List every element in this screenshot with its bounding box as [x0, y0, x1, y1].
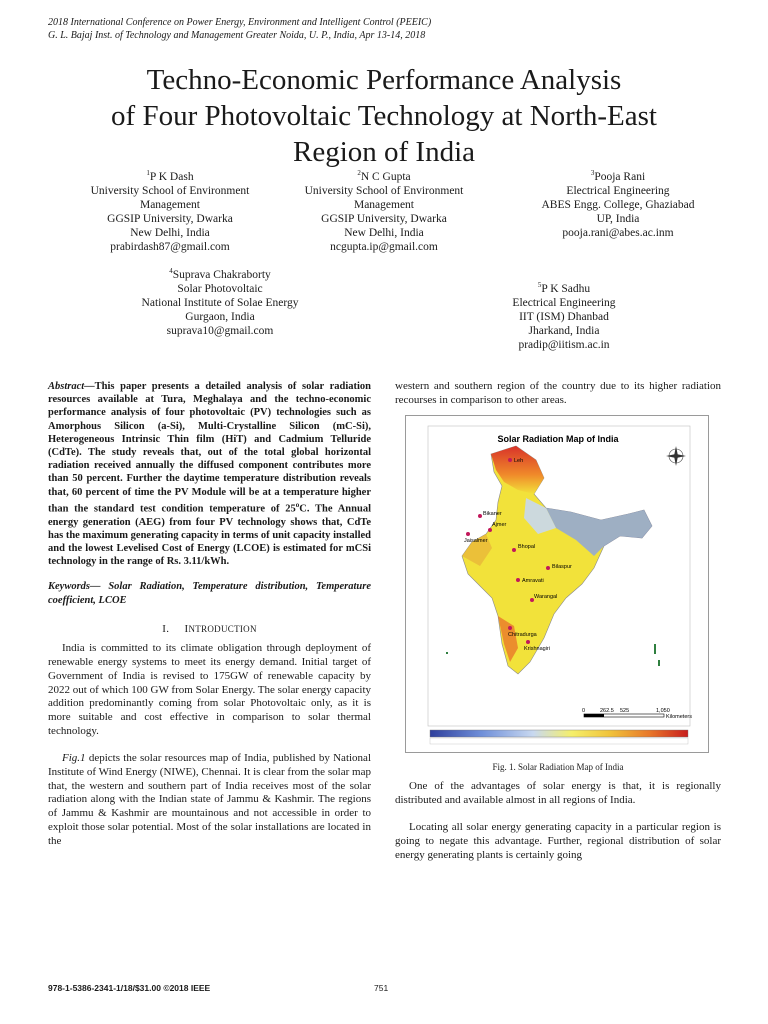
scale-unit: Kilometers — [666, 714, 692, 720]
conference-line-2: G. L. Bajaj Inst. of Technology and Management Greater Noida, U. P., India, Apr 13-14, 2018 — [48, 30, 426, 41]
author-name: Suprava Chakraborty — [172, 268, 271, 281]
keywords-label: Keywords— — [48, 581, 101, 593]
map-title: Solar Radiation Map of India — [497, 434, 619, 444]
intro-paragraph-2: Fig.1 depicts the solar resources map of India, published by National Institute of Wind Energy (NIWE), Chennai. It is clear from the solar map that, the western and southern part of India receives most of the solar radiation along with the Indian state of Jammu & Kashmir. The regions of Jammu & Kashmir are mountainous and not accessible in order to exploit those solar potential. Most of the solar installations are located in the — [48, 752, 371, 847]
scale-label: 0 — [582, 708, 586, 714]
author-email: pooja.rani@abes.ac.inm — [562, 226, 674, 239]
abstract: Abstract—This paper presents a detailed analysis of solar radiation resources available at Tura, Meghalaya and the techno-economic performance analysis of four photovoltaic (PV) technologies such as Amorphous Silicon (a-Si), Multi-Crystalline Silicon (mC-Si), Heterogeneous Intrinsic Thin film (HiT) and Cadmium Telluride (CdTe). The study reveals that, out of the total global horizontal radiation received annually the diffused component contributes more than 50 percent. Further the daytime temperature distribution reveals that, 60 percent of time the PV Module will be at a temperature higher than the standard test condition temperature of 25$^o$C. The Annual energy generation (AEG) from four PV technology shows that, CdTe has the maximum generating capacity in terms of unit capacity installed and the lowest Levelised Cost of Energy (LCOE) is estimated for mCSi technology in the range of Rs. 3.11/kWh. — [48, 381, 371, 568]
solar-map-svg — [406, 416, 708, 752]
city-label: Bikaner — [483, 511, 502, 517]
city-label: Bilaspur — [552, 564, 572, 570]
city-marker — [526, 640, 530, 644]
city-label: Jaisalmer — [464, 538, 488, 544]
author-name: P K Sadhu — [541, 282, 591, 295]
city-marker — [512, 548, 516, 552]
title-line-2: of Four Photovoltaic Technology at North-East — [111, 100, 657, 132]
author-block-4: $^4$Suprava Chakraborty Solar Photovoltaic National Institute of Solae Energy Gurgaon, India suprava10@gmail.com — [90, 264, 350, 338]
author-email: prabirdash87@gmail.com — [110, 240, 230, 253]
right-column-bottom — [395, 780, 721, 863]
abstract-text: This paper presents a detailed analysis of solar radiation resources available at Tura, Meghalaya and the techno-economic performance analysis of four photovoltaic (PV) technologies such as Amorphous Silicon (a-Si), Multi-Crystalline Silicon (mC-Si), Heterogeneous Intrinsic Thin film (HiT) and Cadmium Telluride (CdTe). The study reveals that, out of the total global horizontal radiation received annually the diffused component contributes more than 50 percent. Further the daytime temperature distribution reveals that, 60 percent of time the PV Module will be at a temperature higher than the standard test condition temperature of 25 — [48, 381, 371, 515]
scale-label: 262.5 — [600, 708, 614, 714]
page-number: 751 — [374, 983, 389, 993]
author-name: P K Dash — [149, 170, 194, 183]
city-label: Krishnagiri — [524, 646, 550, 652]
right-paragraph-2: Locating all solar energy generating capacity in a particular region is going to negate this advantage. Further, regional distribution of solar energy generating plants is certainly going — [395, 821, 721, 861]
figure-solar-map — [405, 415, 709, 753]
city-label: Amravati — [522, 578, 544, 584]
city-marker — [466, 532, 470, 536]
city-marker — [508, 458, 512, 462]
author-name: Pooja Rani — [594, 170, 646, 183]
right-paragraph-1: One of the advantages of solar energy is that, it is regionally distributed and available almost in all regions of India. — [395, 780, 721, 806]
title-line-3: Region of India — [292, 136, 475, 168]
keywords-text: Solar Radiation, Temperature distribution, Temperature coefficient, LCOE — [48, 581, 371, 606]
left-column — [48, 380, 371, 848]
right-top-paragraph: western and southern region of the country due to its higher radiation recourses in comparison to other areas. — [395, 380, 721, 406]
city-label: Warangal — [534, 594, 558, 600]
author-email: ncgupta.ip@gmail.com — [330, 240, 438, 253]
city-label: Leh — [514, 458, 524, 464]
city-marker — [478, 514, 482, 518]
scale-label: 525 — [620, 708, 630, 714]
author-email: suprava10@gmail.com — [166, 324, 274, 337]
conference-header — [48, 16, 431, 42]
author-block-2: $^2$N C Gupta University School of Environment Management GGSIP University, Dwarka New Delhi, India ncgupta.ip@gmail.com — [254, 166, 514, 254]
figure-caption: Fig. 1. Solar Radiation Map of India — [492, 762, 624, 772]
section-heading-introduction: I. INTRODUCTION — [162, 622, 257, 635]
abstract-label: Abstract — [48, 381, 85, 392]
intro-paragraph-1: India is committed to its climate obligation through deployment of renewable energy systems to meet its energy demand. Initial target of Government of India is revised to 175GW of renewable capacity by 2022 out of which 100 GW from Solar Energy. The solar energy capacity addition predominantly coming from solar Photovoltaic only, as it is more suitable and cost effective in comparison to solar thermal technology. — [48, 642, 371, 737]
author-block-5: $^5$P K Sadhu Electrical Engineering IIT (ISM) Dhanbad Jharkand, India pradip@iitism.ac.in — [434, 278, 694, 352]
city-marker — [546, 566, 550, 570]
city-label: Chitradurga — [508, 632, 537, 638]
scale-label: 1,050 — [656, 708, 670, 714]
city-marker — [516, 578, 520, 582]
footer-isbn: 978-1-5386-2341-1/18/$31.00 ©2018 IEEE — [48, 983, 211, 993]
legend-values-strip — [430, 738, 688, 744]
city-label: Ajmer — [492, 522, 507, 528]
city-marker — [488, 528, 492, 532]
title-line-1: Techno-Economic Performance Analysis — [146, 64, 622, 96]
figure-reference: Fig.1 — [62, 752, 86, 765]
city-marker — [508, 626, 512, 630]
color-legend — [430, 730, 688, 737]
author-name: N C Gupta — [360, 170, 411, 183]
author-email: pradip@iitism.ac.in — [518, 338, 610, 351]
author-block-3: $^3$Pooja Rani Electrical Engineering ABES Engg. College, Ghaziabad UP, India pooja.rani@abes.ac.inm — [488, 166, 748, 240]
author-block-1: $^1$P K Dash University School of Environment Management GGSIP University, Dwarka New Delhi, India prabirdash87@gmail.com — [40, 166, 300, 254]
city-label: Bhopal — [518, 544, 536, 550]
conference-line-1: 2018 International Conference on Power Energy, Environment and Intelligent Control (PEEIC) — [48, 17, 432, 28]
right-column-top — [395, 380, 721, 407]
keywords — [48, 580, 371, 606]
paper-title — [40, 62, 728, 170]
